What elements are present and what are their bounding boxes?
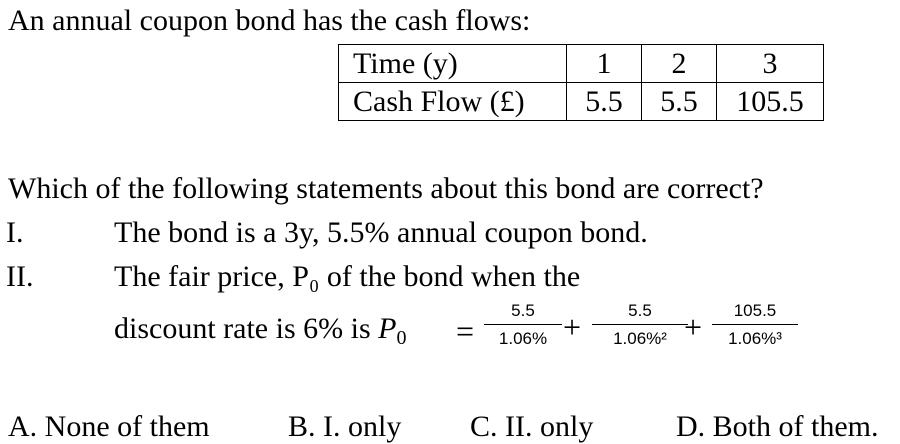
row-label-time: Time (y) <box>339 45 567 83</box>
statement-2-text-line1: The fair price, P₀ of the bond when the <box>114 260 581 293</box>
table-row <box>339 83 824 121</box>
statement-numeral-2: II. <box>6 260 34 293</box>
option-text: Both of them. <box>712 410 879 443</box>
fraction-numerator: 105.5 <box>733 301 777 320</box>
fraction-bar <box>484 324 562 325</box>
cash-flow-cell: 105.5 <box>717 83 824 121</box>
option-a[interactable] <box>8 410 210 444</box>
time-cell: 2 <box>642 45 717 83</box>
option-text: II. only <box>505 410 594 443</box>
plus-sign: + <box>563 309 582 345</box>
table-row <box>339 45 824 83</box>
plus-sign: + <box>684 309 703 345</box>
option-letter: D. <box>676 410 706 443</box>
fraction-2 <box>592 300 688 350</box>
statement-1-text: The bond is a 3y, 5.5% annual coupon bond. <box>114 216 648 249</box>
equals-sign: = <box>456 313 475 349</box>
price-subscript: 0 <box>396 327 407 349</box>
option-letter: A. <box>8 410 38 443</box>
fraction-denominator: 1.06%³ <box>728 329 782 348</box>
fraction-denominator: 1.06% <box>498 329 548 348</box>
fraction-numerator: 5.5 <box>511 301 535 320</box>
price-symbol: P <box>378 312 397 345</box>
time-cell: 3 <box>717 45 824 83</box>
fraction-3 <box>712 300 798 350</box>
fraction-1 <box>484 300 562 350</box>
statement-numeral-1: I. <box>6 216 24 249</box>
statement-2-text-line2 <box>114 312 406 355</box>
cash-flow-cell: 5.5 <box>567 83 642 121</box>
cash-flow-cell: 5.5 <box>642 83 717 121</box>
option-c[interactable] <box>470 410 593 444</box>
option-b[interactable] <box>288 410 401 444</box>
row-label-cash-flow: Cash Flow (£) <box>339 83 567 121</box>
intro-text: An annual coupon bond has the cash flows: <box>8 4 531 37</box>
time-cell: 1 <box>567 45 642 83</box>
option-letter: B. <box>288 410 316 443</box>
fraction-bar <box>712 324 798 325</box>
option-text: None of them <box>44 410 210 443</box>
option-text: I. only <box>323 410 402 443</box>
fraction-denominator: 1.06%² <box>613 329 667 348</box>
option-d[interactable] <box>676 410 879 444</box>
fraction-numerator: 5.5 <box>628 301 652 320</box>
option-letter: C. <box>470 410 498 443</box>
statement-2-line2-prefix: discount rate is 6% is <box>114 312 371 345</box>
question-text: Which of the following statements about this bond are correct? <box>8 172 764 205</box>
cash-flow-table <box>338 44 824 121</box>
fraction-bar <box>592 324 688 325</box>
